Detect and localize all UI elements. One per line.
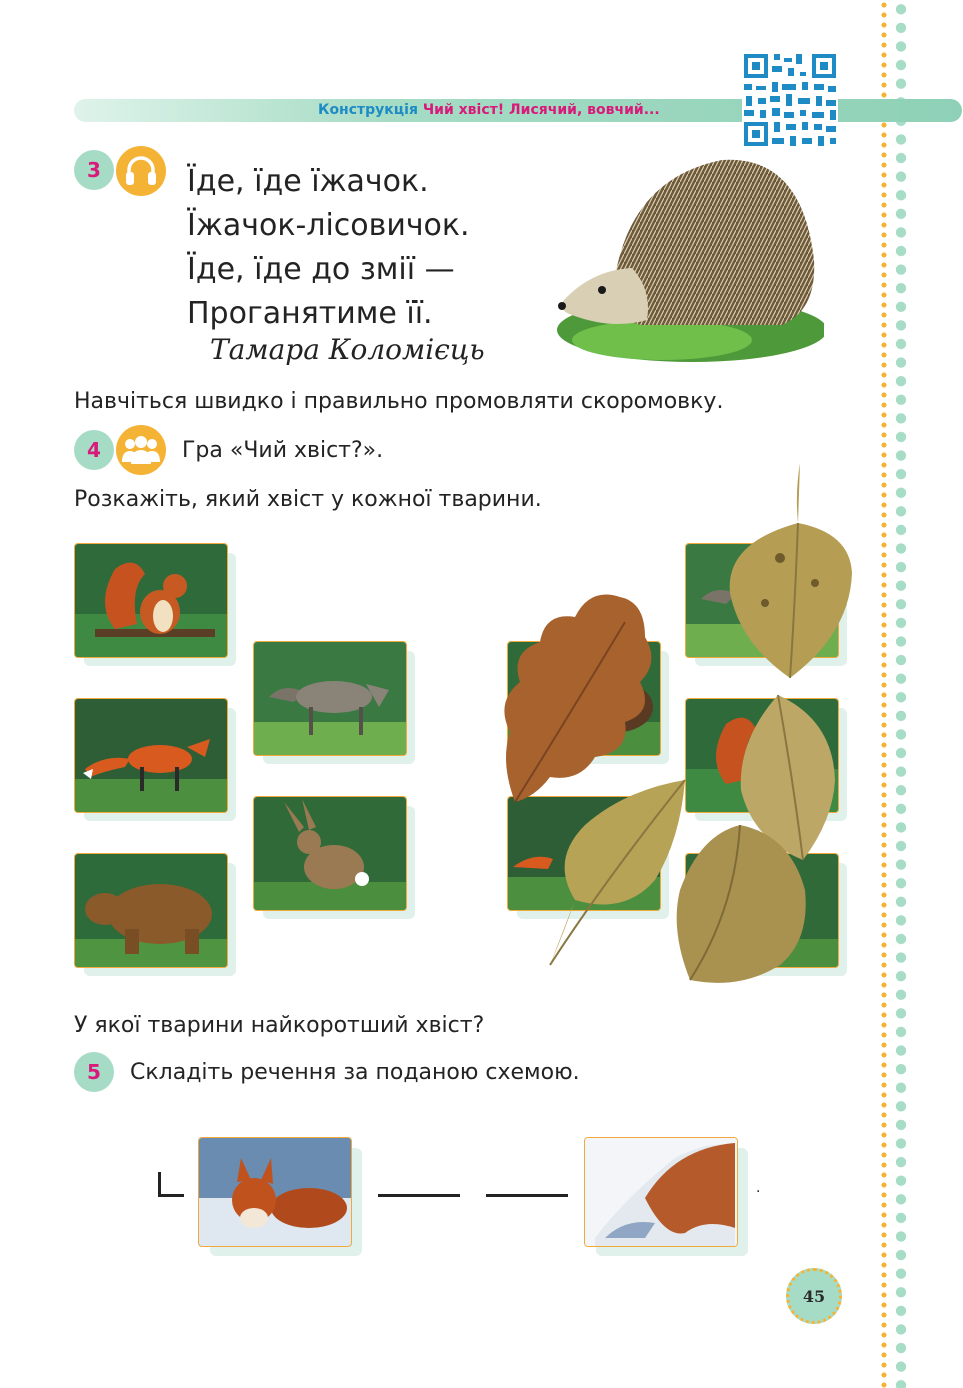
qr-code-icon[interactable]: [742, 52, 838, 148]
sentence-blank-1: [378, 1194, 460, 1197]
sentence-start-mark-base: [158, 1194, 184, 1197]
sentence-start-mark: [158, 1172, 161, 1196]
task-5-number: 5: [74, 1052, 114, 1092]
sentence-period: .: [756, 1180, 761, 1196]
poem-line-2: Їжачок-лісовичок.: [187, 208, 470, 243]
poem-line-1: Їде, їде їжачок.: [187, 164, 429, 199]
hedgehog-illustration: [552, 150, 824, 372]
task-4-title: Гра «Чий хвіст?».: [182, 438, 384, 463]
task-3-number: 3: [74, 150, 114, 190]
header-label: Конструкція: [318, 102, 418, 118]
fox-tail-photo-card[interactable]: [584, 1137, 738, 1247]
task-4-question: У якої тварини найкоротший хвіст?: [74, 1013, 485, 1038]
task-3-instruction: Навчіться швидко і правильно промовляти скоромовку.: [74, 389, 724, 414]
poem-line-4: Проганятиме її.: [187, 296, 433, 331]
headphones-icon[interactable]: [116, 146, 166, 196]
fox-card[interactable]: [74, 698, 228, 813]
page-number: 45: [786, 1268, 842, 1324]
hare-card[interactable]: [253, 796, 407, 911]
bear-card[interactable]: [74, 853, 228, 968]
fox-photo-card[interactable]: [198, 1137, 352, 1247]
wolf-card[interactable]: [253, 641, 407, 756]
task-4-number: 4: [74, 430, 114, 470]
poem: [187, 160, 470, 336]
sentence-blank-2: [486, 1194, 568, 1197]
decorative-dots-orange: [880, 0, 888, 1388]
task-4-instruction: Розкажіть, який хвіст у кожної тварини.: [74, 487, 542, 512]
birch-leaf-bottom-right: [670, 800, 815, 990]
squirrel-card[interactable]: [74, 543, 228, 658]
decorative-dots-green: [893, 0, 909, 1388]
group-icon: [116, 425, 166, 475]
header-title: [318, 102, 660, 118]
header-phrase: Чий хвіст! Лисячий, вовчий...: [422, 102, 660, 118]
poem-line-3: Їде, їде до змії —: [187, 252, 455, 287]
poem-author: Тамара Коломієць: [210, 333, 485, 366]
birch-leaf-top: [720, 463, 860, 688]
task-5-instruction: Складіть речення за поданою схемою.: [130, 1060, 580, 1085]
